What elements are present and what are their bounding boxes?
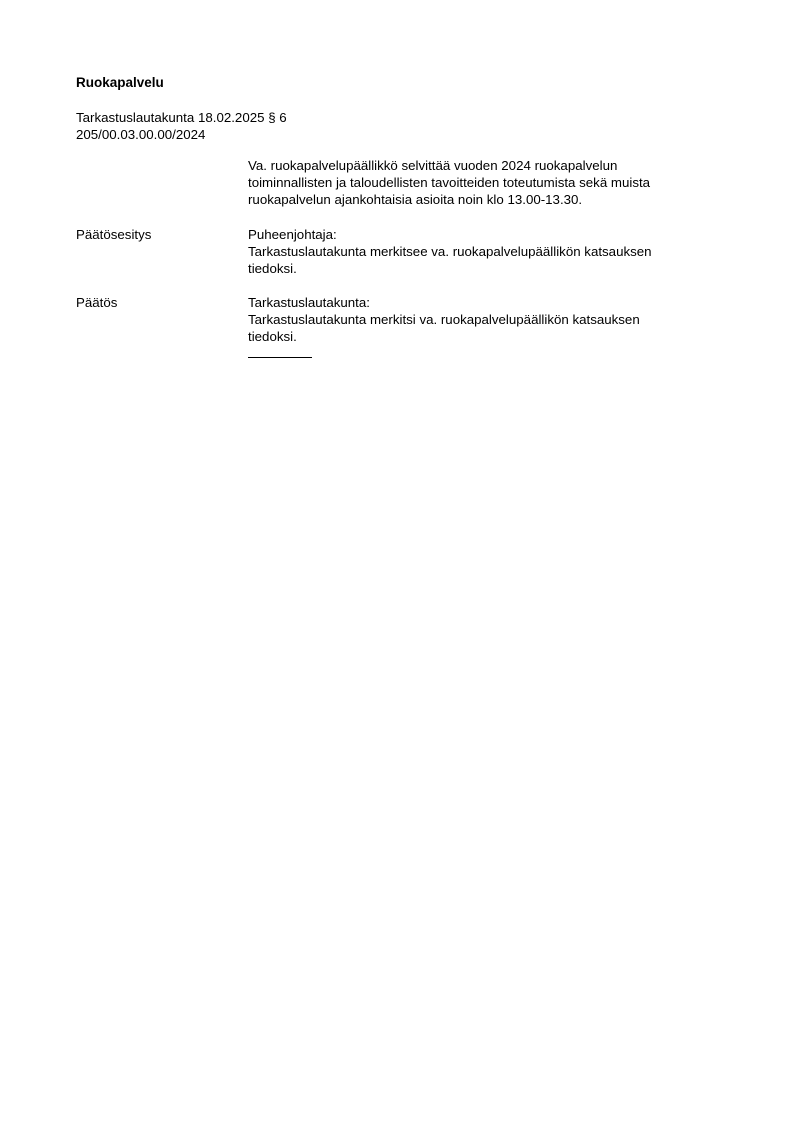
intro-line: toiminnallisten ja taloudellisten tavoitteiden toteutumista sekä muista xyxy=(248,175,651,190)
decision-label: Päätös xyxy=(76,295,118,310)
decision-content xyxy=(248,294,698,358)
document-title: Ruokapalvelu xyxy=(76,75,164,90)
meeting-meta xyxy=(76,109,287,143)
end-rule xyxy=(248,357,312,358)
record-number: 205/00.03.00.00/2024 xyxy=(76,127,206,142)
proposal-text-line: Tarkastuslautakunta merkitsee va. ruokapalvelupäällikön katsauksen xyxy=(248,244,652,259)
proposal-content xyxy=(248,226,698,277)
proposal-heading: Puheenjohtaja: xyxy=(248,227,337,242)
proposal-text-line: tiedoksi. xyxy=(248,261,297,276)
intro-line: ruokapalvelun ajankohtaisia asioita noin klo 13.00-13.30. xyxy=(248,192,583,207)
intro-line: Va. ruokapalvelupäällikkö selvittää vuoden 2024 ruokapalvelun xyxy=(248,158,618,173)
decision-heading: Tarkastuslautakunta: xyxy=(248,295,370,310)
decision-text-line: tiedoksi. xyxy=(248,329,297,344)
proposal-label: Päätösesitys xyxy=(76,227,152,242)
intro-text xyxy=(248,157,698,208)
meeting-line: Tarkastuslautakunta 18.02.2025 § 6 xyxy=(76,110,287,125)
decision-text-line: Tarkastuslautakunta merkitsi va. ruokapalvelupäällikön katsauksen xyxy=(248,312,640,327)
